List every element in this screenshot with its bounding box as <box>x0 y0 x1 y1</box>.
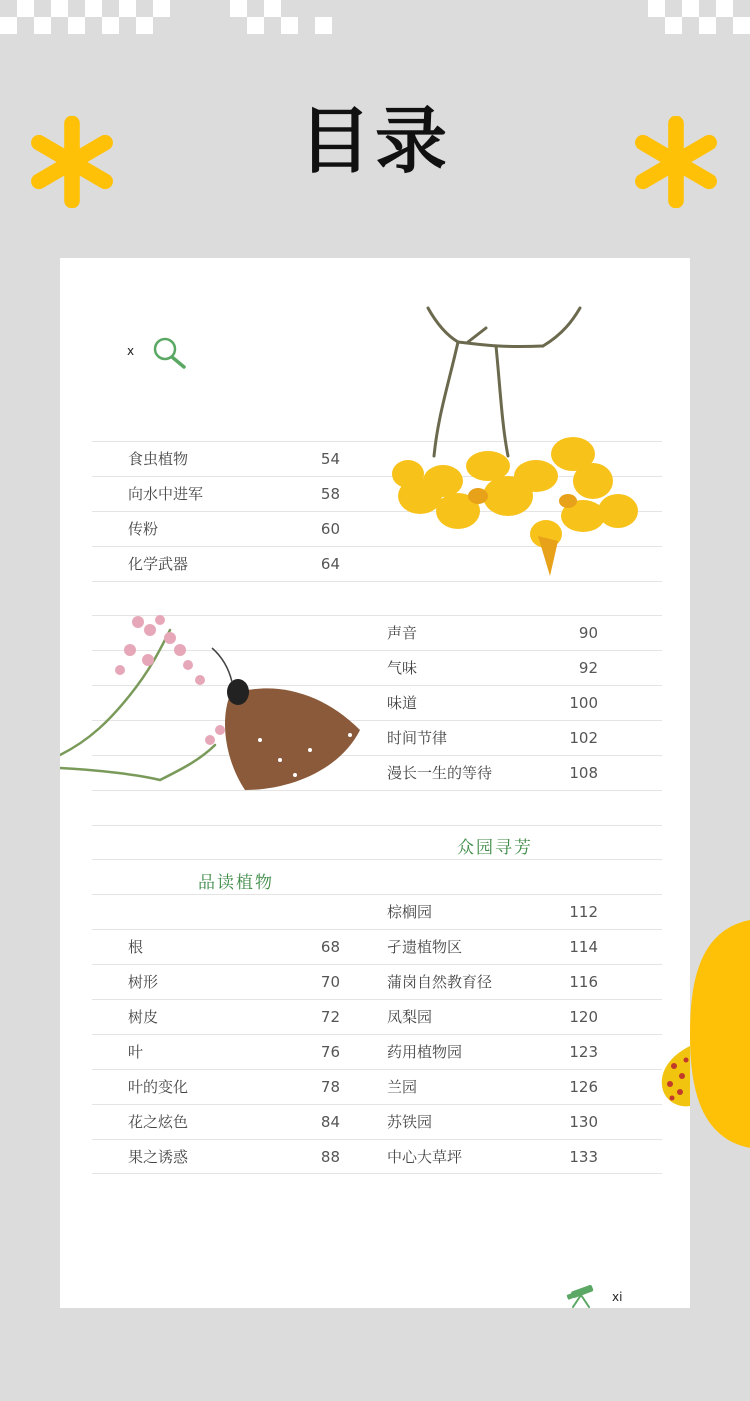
toc-entry[interactable] <box>128 1035 340 1069</box>
toc-entry-label: 根 <box>128 938 144 956</box>
toc-entry-page: 123 <box>569 1043 598 1061</box>
table-of-contents-page <box>60 258 690 1308</box>
toc-entry-label: 时间节律 <box>387 729 448 747</box>
section-heading-right: 众园寻芳 <box>457 838 533 858</box>
toc-entry-page: 64 <box>320 555 340 573</box>
page-title: 目录 <box>298 99 451 183</box>
yellow-semicircle-decoration <box>690 920 750 1148</box>
toc-entry[interactable] <box>387 1105 598 1139</box>
toc-entry-page: 126 <box>569 1078 598 1096</box>
spotted-fruit-illustration <box>660 1046 692 1108</box>
toc-entry-label: 叶 <box>128 1043 144 1061</box>
toc-entry-label: 兰园 <box>387 1078 418 1096</box>
toc-entry[interactable] <box>387 1140 598 1174</box>
toc-entry-page: 88 <box>320 1148 340 1166</box>
toc-entry[interactable] <box>128 930 340 964</box>
toc-entry-page: 68 <box>320 938 340 956</box>
toc-entry-page: 54 <box>320 450 340 468</box>
toc-entry-page: 100 <box>569 694 598 712</box>
right-page-number: xi <box>612 1290 623 1304</box>
butterfly-illustration <box>60 610 370 802</box>
toc-entry[interactable] <box>128 965 340 999</box>
toc-entry[interactable] <box>128 1070 340 1104</box>
toc-entry[interactable] <box>387 756 598 790</box>
yellow-flower-illustration <box>368 306 648 586</box>
toc-entry-page: 92 <box>578 659 598 677</box>
toc-entry[interactable] <box>387 930 598 964</box>
toc-entry[interactable] <box>128 1000 340 1034</box>
toc-entry-label: 向水中进军 <box>128 485 204 503</box>
toc-entry-page: 116 <box>569 973 598 991</box>
toc-entry-label: 花之炫色 <box>128 1113 189 1131</box>
toc-entry[interactable] <box>387 1000 598 1034</box>
toc-entry-page: 60 <box>320 520 340 538</box>
toc-entry[interactable] <box>387 721 598 755</box>
toc-entry-label: 化学武器 <box>128 555 189 573</box>
checker-decoration-mid <box>230 0 332 34</box>
toc-entry-label: 凤梨园 <box>387 1008 433 1026</box>
toc-entry-page: 72 <box>320 1008 340 1026</box>
magnifier-icon <box>152 336 188 370</box>
telescope-icon <box>565 1282 599 1308</box>
toc-entry[interactable] <box>128 1140 340 1174</box>
checker-decoration-left <box>0 0 170 34</box>
toc-entry[interactable] <box>128 547 340 581</box>
toc-entry-label: 味道 <box>387 694 418 712</box>
toc-entry-label: 传粉 <box>128 520 159 538</box>
toc-entry[interactable] <box>387 965 598 999</box>
toc-entry-label: 树皮 <box>128 1008 159 1026</box>
toc-entry[interactable] <box>128 512 340 546</box>
toc-entry-label: 漫长一生的等待 <box>387 764 493 782</box>
toc-entry[interactable] <box>387 616 598 650</box>
toc-entry-label: 棕榈园 <box>387 903 433 921</box>
toc-entry-label: 树形 <box>128 973 159 991</box>
toc-entry-page: 120 <box>569 1008 598 1026</box>
toc-entry[interactable] <box>128 442 340 476</box>
toc-entry-page: 133 <box>569 1148 598 1166</box>
toc-entry-label: 叶的变化 <box>128 1078 189 1096</box>
toc-entry-label: 苏铁园 <box>387 1113 433 1131</box>
toc-entry-page: 58 <box>320 485 340 503</box>
toc-entry-label: 食虫植物 <box>128 450 189 468</box>
toc-entry[interactable] <box>387 651 598 685</box>
toc-entry-page: 108 <box>569 764 598 782</box>
toc-entry[interactable] <box>128 1105 340 1139</box>
toc-entry-page: 70 <box>320 973 340 991</box>
toc-entry-page: 78 <box>320 1078 340 1096</box>
toc-entry[interactable] <box>128 477 340 511</box>
toc-entry[interactable] <box>387 895 598 929</box>
toc-entry-label: 中心大草坪 <box>387 1148 463 1166</box>
toc-entry[interactable] <box>387 1035 598 1069</box>
toc-entry-page: 112 <box>569 903 598 921</box>
toc-entry-page: 102 <box>569 729 598 747</box>
checker-decoration-right <box>648 0 750 34</box>
toc-entry[interactable] <box>387 686 598 720</box>
toc-entry-page: 130 <box>569 1113 598 1131</box>
left-page-number: x <box>127 344 135 358</box>
toc-entry[interactable] <box>387 1070 598 1104</box>
section-heading-left: 品读植物 <box>198 873 274 893</box>
toc-entry-page: 84 <box>320 1113 340 1131</box>
toc-entry-label: 声音 <box>387 624 418 642</box>
toc-entry-page: 76 <box>320 1043 340 1061</box>
toc-entry-label: 果之诱惑 <box>128 1148 189 1166</box>
toc-entry-label: 孑遗植物区 <box>387 938 463 956</box>
toc-entry-page: 90 <box>578 624 598 642</box>
toc-entry-page: 114 <box>569 938 598 956</box>
toc-entry-label: 药用植物园 <box>387 1043 463 1061</box>
toc-entry-label: 蒲岗自然教育径 <box>387 973 493 991</box>
toc-entry-label: 气味 <box>387 659 418 677</box>
